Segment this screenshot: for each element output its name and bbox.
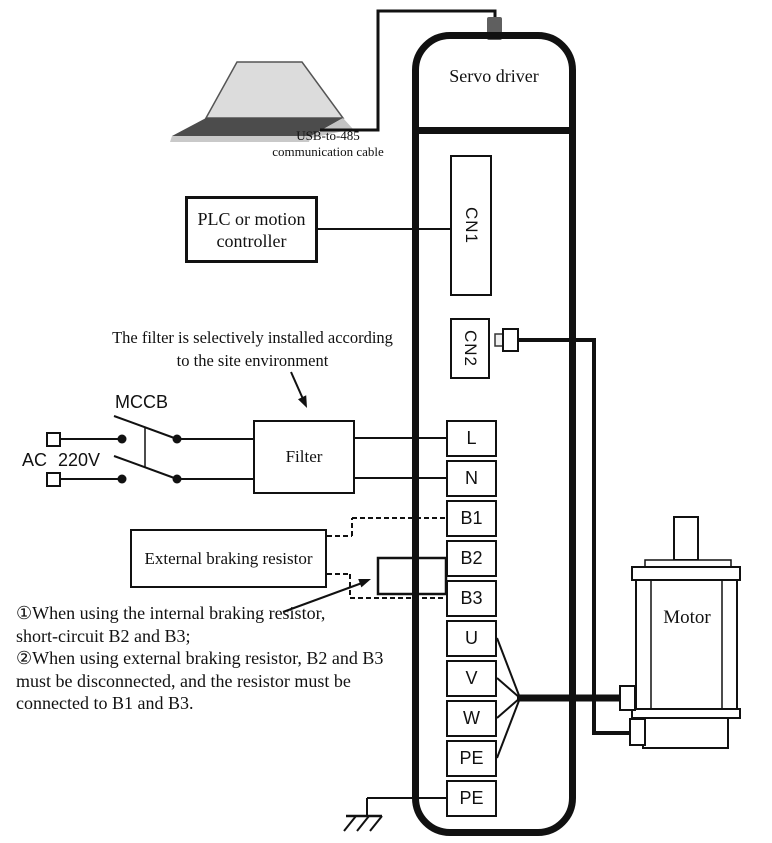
- filter-note: [80, 326, 425, 372]
- braking-note-line3: ②When using external braking resistor, B2 and B3: [16, 648, 384, 668]
- arrow-to-filter: [291, 372, 307, 408]
- filter-note-line2: to the site environment: [176, 351, 329, 370]
- terminal-b3: B3: [446, 580, 497, 617]
- usb-cable-label-line1: USB-to-485: [296, 128, 360, 143]
- filter-label: Filter: [285, 447, 323, 466]
- motor-label: Motor: [663, 607, 711, 628]
- terminal-pe-top: PE: [446, 740, 497, 777]
- motor-power-connector: [620, 686, 635, 710]
- cn2-connector: CN2: [450, 318, 490, 379]
- ac-terminal-top: [47, 433, 60, 446]
- braking-note-line1: ①When using the internal braking resistor,: [16, 603, 326, 623]
- plc-label-line1: PLC or motion: [197, 208, 306, 229]
- servo-driver-divider: [414, 127, 574, 134]
- ground-symbol: [344, 816, 382, 831]
- braking-note-line2: short-circuit B2 and B3;: [16, 625, 191, 646]
- terminal-n: N: [446, 460, 497, 497]
- plc-label-line2: controller: [216, 230, 287, 251]
- terminal-b2: B2: [446, 540, 497, 577]
- terminal-v: V: [446, 660, 497, 697]
- servo-driver-title: Servo driver: [449, 66, 539, 86]
- motor-icon: [620, 517, 740, 748]
- ac-terminal-bottom: [47, 473, 60, 486]
- usb-cable-label-line2: communication cable: [272, 143, 384, 159]
- terminal-w: W: [446, 700, 497, 737]
- usb-cable-label: [248, 128, 408, 159]
- terminal-pe-bottom: PE: [446, 780, 497, 817]
- ac-source-label: AC 220V: [22, 450, 101, 470]
- filter-box: [253, 420, 355, 494]
- braking-note-line4: must be disconnected, and the resistor must be: [16, 670, 351, 691]
- braking-notes: [16, 602, 436, 715]
- external-braking-resistor-box: [130, 529, 327, 588]
- terminal-l: L: [446, 420, 497, 457]
- terminal-b1: B1: [446, 500, 497, 537]
- motor-encoder-connector: [630, 719, 645, 745]
- external-braking-resistor-label: External braking resistor: [144, 548, 313, 568]
- mccb-label: MCCB: [115, 392, 168, 412]
- plc-box: [185, 196, 318, 263]
- filter-note-line1: The filter is selectively installed according: [112, 328, 393, 347]
- cn1-connector: CN1: [450, 155, 492, 296]
- terminal-u: U: [446, 620, 497, 657]
- braking-note-line5: connected to B1 and B3.: [16, 693, 194, 713]
